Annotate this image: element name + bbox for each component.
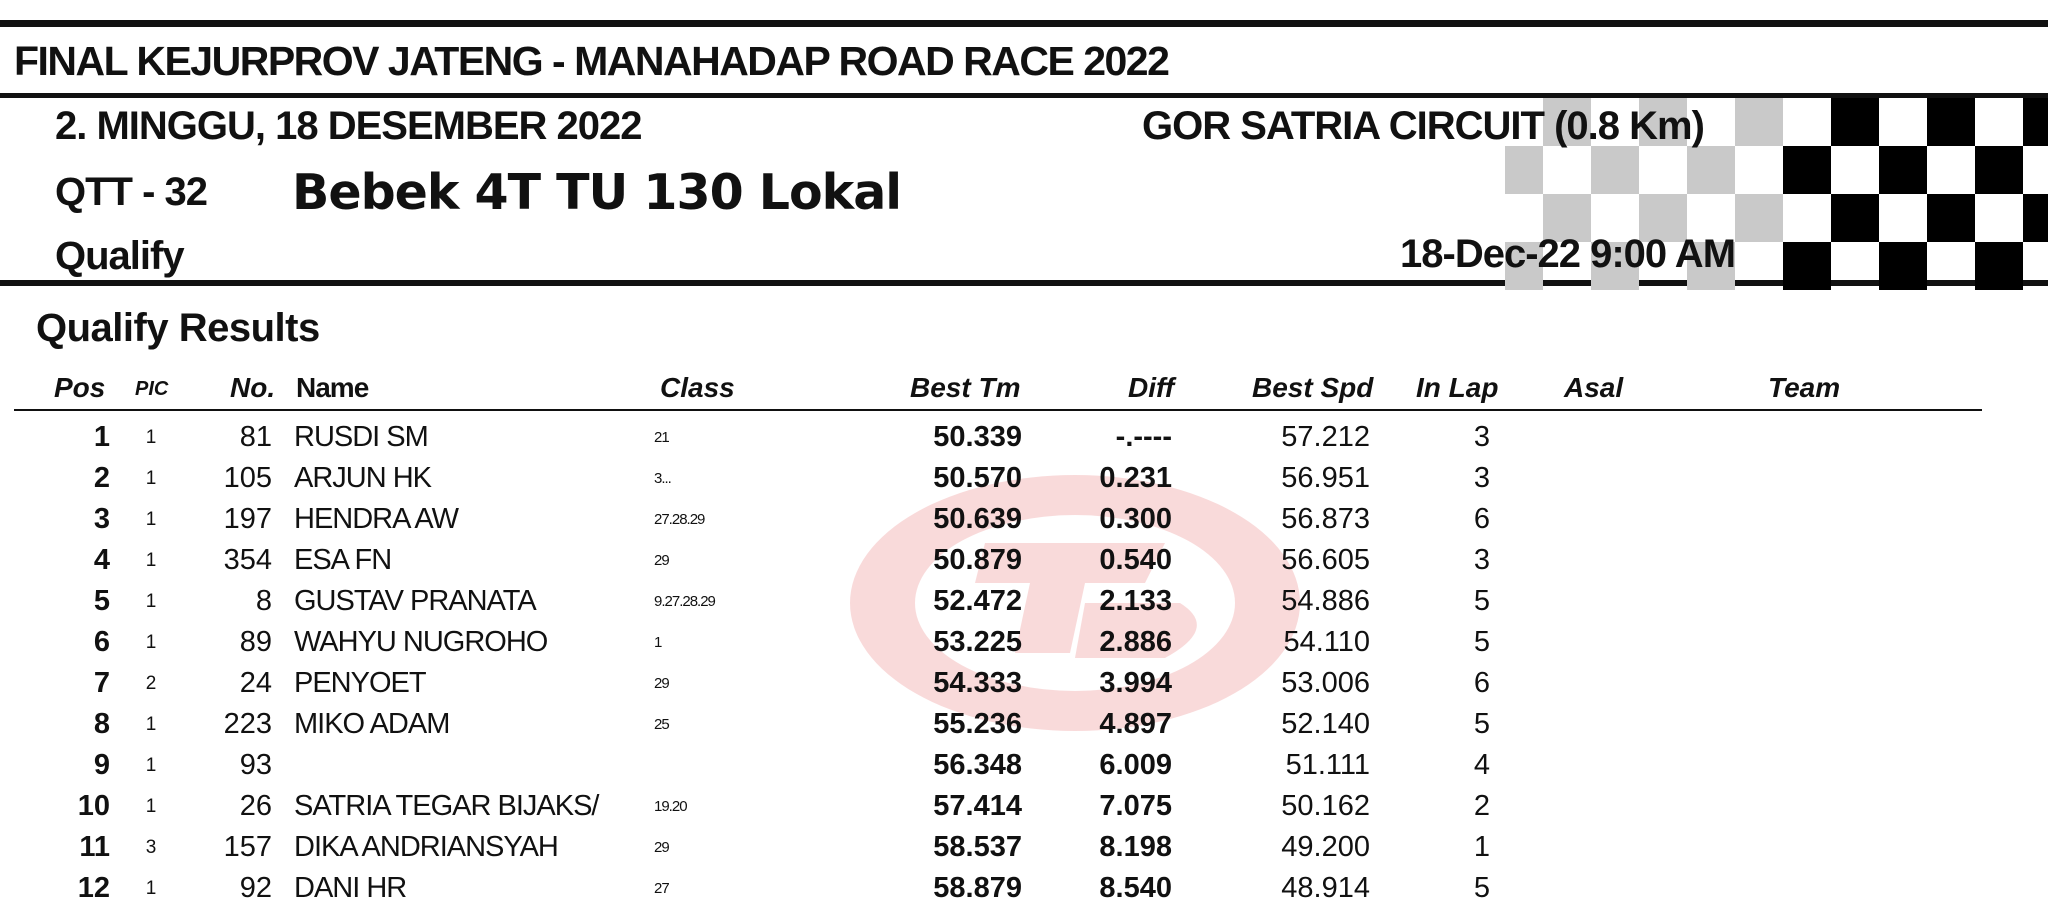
col-header-pos: Pos (54, 372, 106, 403)
col-header-class: Class (660, 372, 735, 403)
cell-diff: 6.009 (1099, 749, 1172, 781)
cell-best-tm: 56.348 (933, 749, 1022, 781)
cell-pic: 3 (145, 836, 157, 858)
cell-best-spd: 48.914 (1281, 872, 1370, 904)
table-row (40, 540, 1520, 581)
col-header-pic: PIC (135, 378, 169, 400)
cell-pic: 1 (145, 795, 157, 817)
cell-best-spd: 51.111 (1285, 749, 1370, 781)
cell-in-lap: 5 (1473, 708, 1490, 740)
cell-diff: 3.994 (1099, 667, 1172, 699)
table-row (40, 581, 1520, 622)
cell-asal-team (1490, 786, 1520, 827)
cell-name: HENDRA AW (294, 503, 458, 535)
col-header-no: No. (230, 372, 276, 403)
cell-pos: 12 (77, 872, 110, 904)
cell-in-lap: 5 (1473, 872, 1490, 904)
cell-pic: 1 (145, 590, 157, 612)
cell-asal-team (1490, 622, 1520, 663)
cell-best-spd: 54.886 (1281, 585, 1370, 617)
cell-in-lap: 6 (1473, 667, 1490, 699)
cell-name: WAHYU NUGROHO (294, 626, 548, 658)
cell-best-tm: 54.333 (933, 667, 1022, 699)
cell-no: 24 (239, 667, 272, 699)
cell-best-spd: 56.605 (1281, 544, 1370, 576)
cell-no: 105 (223, 462, 272, 494)
cell-name (272, 745, 654, 786)
cell-class: 29 (654, 552, 669, 569)
col-header-asal: Asal (1564, 372, 1624, 403)
cell-asal-team (1490, 868, 1520, 909)
cell-no: 89 (239, 626, 272, 658)
cell-name: MIKO ADAM (294, 708, 450, 740)
cell-diff: 7.075 (1099, 790, 1172, 822)
cell-class: 19.20 (654, 798, 687, 815)
cell-name: SATRIA TEGAR BIJAKS/ (294, 790, 599, 822)
cell-in-lap: 3 (1473, 421, 1490, 453)
cell-best-spd: 50.162 (1281, 790, 1370, 822)
cell-diff: 2.886 (1099, 626, 1172, 658)
cell-diff: 4.897 (1099, 708, 1172, 740)
cell-asal-team (1490, 417, 1520, 458)
cell-pic: 1 (145, 549, 157, 571)
cell-name: DIKA ANDRIANSYAH (294, 831, 558, 863)
col-header-name: Name (296, 372, 369, 403)
cell-class: 29 (654, 839, 669, 856)
cell-pic: 1 (145, 713, 157, 735)
cell-asal-team (1490, 704, 1520, 745)
cell-pos: 1 (93, 421, 110, 453)
cell-pos: 3 (93, 503, 110, 535)
table-row (40, 786, 1520, 827)
cell-best-spd: 54.110 (1283, 626, 1370, 658)
cell-class: 27 (654, 880, 669, 897)
cell-best-tm: 57.414 (933, 790, 1022, 822)
cell-in-lap: 2 (1473, 790, 1490, 822)
cell-best-spd: 56.873 (1281, 503, 1370, 535)
cell-best-tm: 50.570 (933, 462, 1022, 494)
cell-best-tm: 52.472 (933, 585, 1022, 617)
cell-in-lap: 5 (1473, 626, 1490, 658)
cell-best-spd: 52.140 (1281, 708, 1370, 740)
cell-best-spd: 49.200 (1281, 831, 1370, 863)
table-row (40, 417, 1520, 458)
cell-best-tm: 58.879 (933, 872, 1022, 904)
cell-asal-team (1490, 499, 1520, 540)
table-row (40, 868, 1520, 909)
table-row (40, 622, 1520, 663)
cell-in-lap: 3 (1473, 462, 1490, 494)
table-row (40, 458, 1520, 499)
cell-class (654, 745, 814, 786)
cell-no: 157 (223, 831, 272, 863)
cell-diff: -.---- (1115, 421, 1172, 453)
cell-no: 8 (255, 585, 272, 617)
table-row (40, 663, 1520, 704)
cell-class: 9.27.28.29 (654, 593, 715, 610)
results-title: Qualify Results (36, 306, 320, 350)
cell-diff: 8.198 (1099, 831, 1172, 863)
cell-pos: 9 (93, 749, 110, 781)
cell-pic: 1 (145, 467, 157, 489)
cell-asal-team (1490, 581, 1520, 622)
col-header-team: Team (1768, 372, 1841, 403)
race-category: Bebek 4T TU 130 Lokal (292, 164, 902, 221)
cell-pos: 8 (93, 708, 110, 740)
cell-best-tm: 58.537 (933, 831, 1022, 863)
cell-pos: 6 (93, 626, 110, 658)
cell-best-tm: 50.639 (933, 503, 1022, 535)
results-table (40, 417, 1520, 909)
cell-name: PENYOET (294, 667, 426, 699)
cell-pic: 1 (145, 508, 157, 530)
cell-diff: 0.540 (1099, 544, 1172, 576)
table-row (40, 704, 1520, 745)
session-code: QTT - 32 (55, 170, 208, 214)
cell-no: 197 (223, 503, 272, 535)
cell-class: 29 (654, 675, 669, 692)
cell-best-tm: 50.879 (933, 544, 1022, 576)
col-header-best-tm: Best Tm (910, 372, 1021, 403)
cell-in-lap: 1 (1473, 831, 1490, 863)
col-header-best-spd: Best Spd (1252, 372, 1374, 403)
cell-diff: 8.540 (1099, 872, 1172, 904)
cell-pic: 1 (145, 754, 157, 776)
cell-best-tm: 53.225 (933, 626, 1022, 658)
circuit-name: GOR SATRIA CIRCUIT (0.8 Km) (1142, 104, 1704, 148)
cell-diff: 0.300 (1099, 503, 1172, 535)
cell-in-lap: 3 (1473, 544, 1490, 576)
cell-pic: 1 (145, 426, 157, 448)
cell-no: 81 (239, 421, 272, 453)
cell-asal-team (1490, 663, 1520, 704)
col-header-in-lap: In Lap (1416, 372, 1499, 403)
cell-class: 21 (654, 429, 669, 446)
table-row (40, 745, 1520, 786)
cell-in-lap: 5 (1473, 585, 1490, 617)
cell-class: 3... (654, 470, 671, 487)
cell-no: 26 (239, 790, 272, 822)
cell-pos: 11 (79, 831, 110, 863)
cell-pos: 4 (93, 544, 110, 576)
cell-pic: 1 (145, 877, 157, 899)
cell-no: 93 (239, 749, 272, 781)
session-timestamp: 18-Dec-22 9:00 AM (1400, 232, 1736, 276)
cell-best-spd: 56.951 (1281, 462, 1370, 494)
cell-asal-team (1490, 458, 1520, 499)
cell-pos: 10 (77, 790, 110, 822)
cell-class: 25 (654, 716, 669, 733)
cell-best-tm: 50.339 (933, 421, 1022, 453)
cell-pos: 7 (93, 667, 110, 699)
cell-class: 1 (654, 634, 662, 651)
event-date: 2. MINGGU, 18 DESEMBER 2022 (55, 104, 642, 148)
table-row (40, 499, 1520, 540)
cell-name: GUSTAV PRANATA (294, 585, 536, 617)
cell-pic: 1 (145, 631, 157, 653)
event-title: FINAL KEJURPROV JATENG - MANAHADAP ROAD RACE 2022 (14, 38, 1169, 84)
top-rule (0, 20, 2048, 27)
cell-diff: 0.231 (1099, 462, 1172, 494)
cell-pic: 2 (145, 672, 157, 694)
cell-name: DANI HR (294, 872, 407, 904)
cell-name: RUSDI SM (294, 421, 428, 453)
cell-no: 92 (239, 872, 272, 904)
cell-best-tm: 55.236 (933, 708, 1022, 740)
cell-in-lap: 4 (1473, 749, 1490, 781)
cell-no: 223 (223, 708, 272, 740)
cell-no: 354 (223, 544, 272, 576)
session-type: Qualify (55, 234, 184, 278)
cell-best-spd: 53.006 (1281, 667, 1370, 699)
cell-class: 27.28.29 (654, 511, 705, 528)
cell-name: ESA FN (294, 544, 392, 576)
table-row (40, 827, 1520, 868)
cell-diff: 2.133 (1099, 585, 1172, 617)
cell-asal-team (1490, 540, 1520, 581)
cell-pos: 2 (93, 462, 110, 494)
cell-name: ARJUN HK (294, 462, 432, 494)
cell-best-spd: 57.212 (1281, 421, 1370, 453)
col-header-diff: Diff (1128, 372, 1175, 403)
cell-asal-team (1490, 827, 1520, 868)
cell-asal-team (1490, 745, 1520, 786)
cell-pos: 5 (93, 585, 110, 617)
column-header-rule (14, 409, 1982, 411)
cell-in-lap: 6 (1473, 503, 1490, 535)
